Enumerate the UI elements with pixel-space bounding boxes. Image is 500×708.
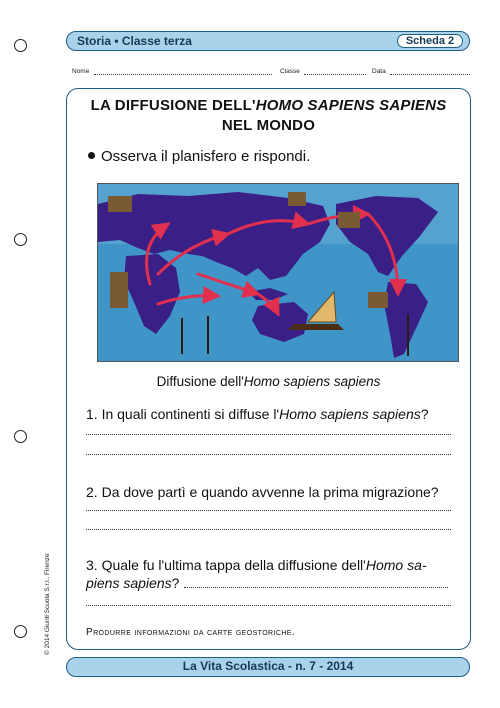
- answer-line[interactable]: [86, 510, 451, 511]
- question-3-line2: piens sapiens?: [86, 575, 180, 591]
- answer-line[interactable]: [86, 605, 451, 606]
- copyright: © 2014 Giunti Scuola S.r.l., Firenze: [44, 553, 51, 655]
- answer-line[interactable]: [86, 434, 451, 435]
- date-label: Data: [372, 68, 386, 75]
- binder-hole: [14, 625, 27, 638]
- name-field[interactable]: [94, 74, 272, 75]
- map-caption: Diffusione dell'Homo sapiens sapiens: [156, 374, 381, 389]
- answer-line[interactable]: [86, 529, 451, 530]
- skill-note: Produrre informazioni da carte geostoriche.: [86, 627, 296, 638]
- answer-line[interactable]: [184, 587, 448, 588]
- class-label: Classe: [280, 68, 300, 75]
- binder-hole: [14, 430, 27, 443]
- header-bar: [66, 31, 470, 51]
- page-title-line2: NEL MONDO: [221, 117, 316, 134]
- answer-line[interactable]: [86, 454, 451, 455]
- date-field[interactable]: [390, 74, 470, 75]
- boat-hull: [288, 324, 344, 330]
- question-3: 3. Quale fu l'ultima tappa della diffusione dell'Homo sa-: [86, 557, 427, 573]
- footer-bar: La Vita Scolastica - n. 7 - 2014: [66, 657, 470, 677]
- binder-hole: [14, 233, 27, 246]
- student-info-row: [72, 68, 472, 80]
- binder-hole: [14, 39, 27, 52]
- class-field[interactable]: [304, 74, 366, 75]
- bullet-icon: [88, 152, 95, 159]
- question-2: 2. Da dove partì e quando avvenne la prima migrazione?: [86, 484, 439, 500]
- worksheet-badge: Scheda 2: [397, 34, 463, 48]
- name-label: Nome: [72, 68, 90, 75]
- question-1: 1. In quali continenti si diffuse l'Homo sapiens sapiens?: [86, 406, 429, 422]
- world-map: [97, 183, 459, 362]
- world-map-illustration: [98, 184, 459, 362]
- instruction: Osserva il planisfero e rispondi.: [88, 148, 310, 165]
- subject-label: Storia • Classe terza: [77, 34, 192, 48]
- page-title: LA DIFFUSIONE DELL'HOMO SAPIENS SAPIENS: [90, 97, 447, 114]
